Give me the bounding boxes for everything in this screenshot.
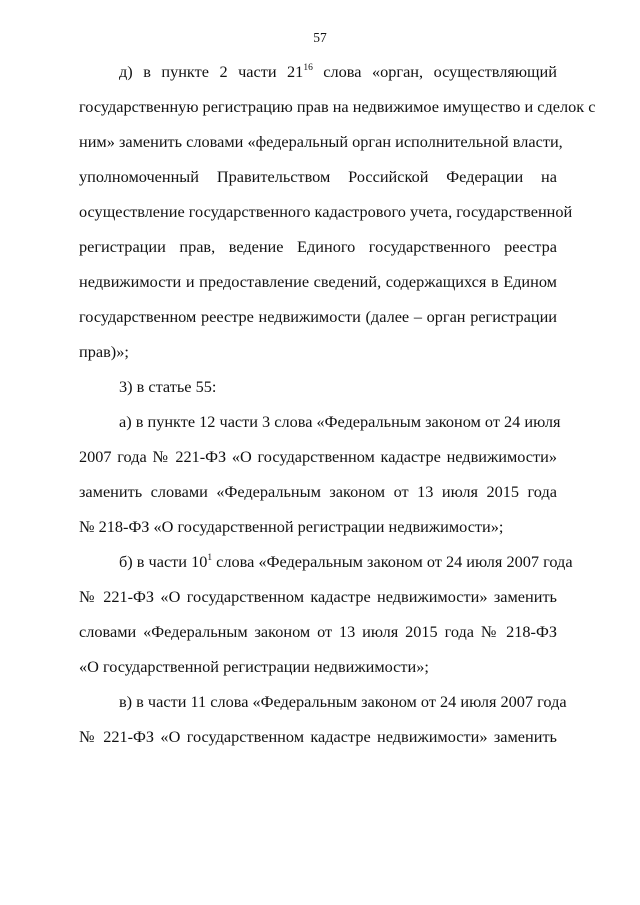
paragraph-line: государственную регистрацию прав на недвижимое имущество и сделок с [79, 97, 596, 116]
paragraph-line: в) в части 11 слова «Федеральным законом от 24 июля 2007 года [119, 692, 567, 711]
paragraph-line: словами «Федеральным законом от 13 июля 2015 года № 218-ФЗ [79, 622, 557, 641]
page-number: 57 [313, 30, 327, 45]
paragraph-line: 2007 года № 221-ФЗ «О государственном кадастре недвижимости» [79, 447, 557, 466]
paragraph-line: № 221-ФЗ «О государственном кадастре недвижимости» заменить [79, 727, 557, 746]
paragraph-line: заменить словами «Федеральным законом от 13 июля 2015 года [79, 482, 557, 501]
paragraph-line: «О государственной регистрации недвижимости»; [79, 657, 429, 676]
paragraph-line: № 221-ФЗ «О государственном кадастре недвижимости» заменить [79, 587, 557, 606]
superscript: 1 [207, 553, 213, 563]
paragraph-line: а) в пункте 12 части 3 слова «Федеральным законом от 24 июля [119, 412, 561, 431]
paragraph-line: осуществление государственного кадастрового учета, государственной [79, 202, 573, 221]
paragraph-line: 3) в статье 55: [119, 377, 217, 396]
paragraph-line: государственном реестре недвижимости (далее – орган регистрации [79, 307, 557, 326]
paragraph-line: д) в пункте 2 части $21^{16}$ слова «орган, осуществляющий [119, 62, 557, 81]
paragraph-line: недвижимости и предоставление сведений, содержащихся в Едином [79, 272, 557, 291]
paragraph-line: регистрации прав, ведение Единого государственного реестра [79, 237, 557, 256]
paragraph-line: № 218-ФЗ «О государственной регистрации недвижимости»; [79, 517, 504, 536]
paragraph-line: ним» заменить словами «федеральный орган исполнительной власти, [79, 132, 563, 151]
paragraph-line: б) в части $10^1$ слова «Федеральным законом от 24 июля 2007 года [119, 552, 573, 571]
paragraph-line: прав)»; [79, 342, 129, 361]
paragraph-line: уполномоченный Правительством Российской Федерации на [79, 167, 557, 186]
superscript: 16 [303, 63, 313, 73]
